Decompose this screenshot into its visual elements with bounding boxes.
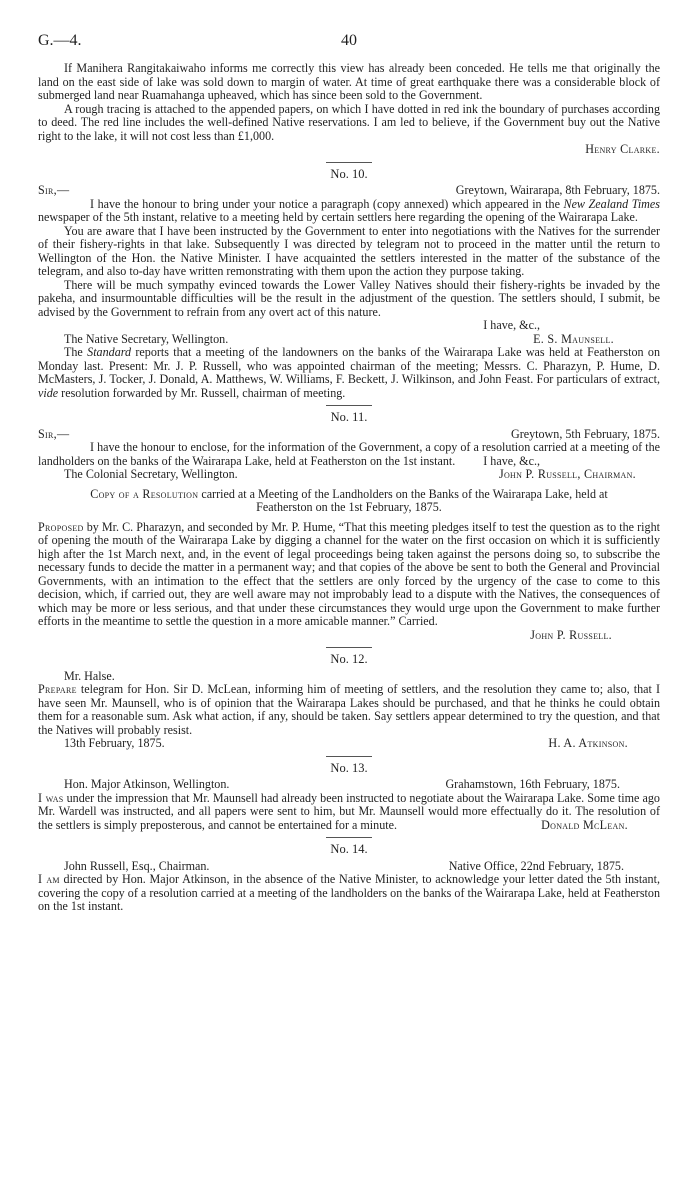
page-number: 40 [341, 32, 357, 49]
letter-11-heading [38, 428, 660, 442]
document-page [38, 34, 660, 914]
letter-10-heading [38, 184, 660, 198]
section-number-13: No. 13. [330, 760, 368, 775]
section-divider [326, 756, 372, 757]
letter-14-text [38, 873, 660, 914]
section-divider [326, 647, 372, 648]
page-header [38, 34, 660, 62]
salutation: Sir,— [38, 183, 70, 197]
intro-paragraph-2: A rough tracing is attached to the appended papers, on which I have dotted in red ink the boundary of purchases according to deed. The red line includes the well-defined Native reservations. I am led to believe, if the Government buy out the Native right to the lake, it will not cost less than £1,000. [38, 101, 660, 143]
section-number-12: No. 12. [330, 652, 368, 666]
salutation: Sir,— [38, 426, 70, 441]
letter-10-paragraph-3: There will be much sympathy evinced towards the Lower Valley Natives should their fishery-rights be invaded by the pakeha, and insurmountable difficulties will be the result in the adjustment of the question. The settlers should, I submit, be advised by the Government to refrain from any overt act of this nature. [38, 277, 660, 319]
letter-14-heading [38, 860, 660, 874]
section-divider [326, 162, 372, 163]
letter-10-closing: I have, &c., [483, 318, 540, 332]
letter-11-paragraph-1: I have the honour to enclose, for the information of the Government, a copy of a resolution carried at a meeting of the landholders on the banks of the Wairarapa Lake, held at Featherston on the 1st instant. [38, 440, 660, 468]
resolution-signature: John P. Russell. [530, 627, 612, 642]
place-date: Greytown, 5th February, 1875. [510, 426, 660, 441]
newspaper-extract [38, 346, 660, 400]
place-date: Grahamstown, 16th February, 1875. [445, 777, 620, 791]
signature: H. A. Atkinson. [548, 736, 628, 750]
resolution-title [38, 488, 660, 515]
letter-10-paragraph-1 [38, 198, 660, 225]
section-number-10: No. 10. [330, 166, 368, 181]
intro-signature: Henry Clarke. [585, 142, 660, 156]
addressee: The Colonial Secretary, Wellington. [64, 467, 238, 481]
telegram-13-heading [38, 778, 660, 792]
text-run: Copy of a Resolution [90, 486, 199, 501]
intro-paragraph-1: If Manihera Rangitakaiwaho informs me correctly this view has already been conceded. He tells me that originally the land on the east side of lake was sold down to margin of water. At time of great earthquake there was a considerable block of submerged land near Ruamahanga upheaved, which has since been sold to the Government. [38, 61, 660, 102]
letter-11-closing: I have, &c., [483, 453, 540, 468]
text-run: telegram for Hon. Sir D. McLean, informing him of meeting of settlers, and the resolution they came to; also, that I have seen Mr. Maunsell, who is of opinion that the Wairarapa Lakes should be purchased, and that he thinks he could obtain them for a reasonable sum. Ask what action, if any, should be taken. Say settlers appear determined to try the question, and that the Natives will probably resist. [38, 682, 660, 737]
memo-12-signoff [38, 737, 660, 751]
letter-10-signoff [38, 333, 660, 347]
memo-12-addressee: Mr. Halse. [64, 668, 115, 683]
signature: John P. Russell, Chairman. [498, 467, 636, 481]
place-date: Greytown, Wairarapa, 8th February, 1875. [455, 183, 660, 197]
text-run: reports that a meeting of the landowners on the banks of the Wairarapa Lake was held at Featherston on Monday last. Present: Mr. J. P. Russell, who was appointed chairman of the meeting; Messrs. C. Pharazyn, P. Hume, D. McMasters, J. Tocker, J. Donald, A. Matthews, W. Williams, F. Beckett, J. Wilkinson, and John Feast. For particulars of extract, [38, 345, 660, 386]
letter-10-paragraph-2: You are aware that I have been instructed by the Government to enter into negotiations with the Natives for the surrender of their fishery-rights in that lake. Subsequently I was directed by telegram not to proceed in the matter until the return to Wellington of the Hon. the Native Minister. I have acquainted the settlers interested in the matter of the substance of the telegram, and also to-day have written remonstrating with them upon the action they purpose taking. [38, 223, 660, 278]
text-run: The [64, 345, 88, 359]
addressee: John Russell, Esq., Chairman. [64, 858, 210, 873]
text-run: I have the honour to bring under your notice a paragraph (copy annexed) which appeared in the [90, 196, 564, 211]
series-label: G.—4. [38, 32, 82, 49]
addressee: Hon. Major Atkinson, Wellington. [64, 777, 230, 791]
text-run: newspaper of the 5th instant, relative to a meeting held by certain settlers here regarding the opening of the Wairarapa Lake. [38, 210, 638, 224]
text-run: resolution forwarded by Mr. Russell, chairman of meeting. [58, 385, 346, 400]
text-run: carried at a Meeting of the Landholders on the Banks of the Wairarapa Lake, held at Featherston on the 1st February, 1875. [198, 486, 608, 514]
resolution-text [38, 521, 660, 629]
place-date: Native Office, 22nd February, 1875. [448, 858, 624, 873]
addressee: The Native Secretary, Wellington. [64, 331, 229, 346]
vide-word: vide [38, 385, 59, 400]
section-divider [326, 405, 372, 406]
text-run: Proposed [38, 519, 84, 534]
letter-11-signoff [38, 468, 660, 482]
section-divider [326, 837, 372, 838]
telegram-13-signature: Donald McLean. [541, 817, 628, 832]
text-run: by Mr. C. Pharazyn, and seconded by Mr. P. Hume, “That this meeting pledges itself to test the question as to the right of opening the mouth of the Wairarapa Lake by digging a channel for the water on the first occasion on which it is sufficiently high after the 1st March next, and, in the event of legal proceedings being taken against the persons doing so, to subscribe the necessary funds to decide the matter in a permanent way; and that copies of the above be sent to both the General and Provincial Governments, with an intimation to the effect that the settlers are only forced by the urgency of the case to come to this decision, which, if carried out, they are well aware may not improbably lead to a dispute with the Natives, the consequences of which may be more or less serious, and that under these circumstances they would urge upon the Government to make further efforts in the meantime to settle the question in a more amicable manner.” Carried. [38, 519, 660, 628]
signature: E. S. Maunsell. [533, 331, 614, 346]
section-number-14: No. 14. [330, 842, 368, 856]
text-run: I am [38, 872, 60, 886]
text-run: Prepare [38, 682, 77, 696]
text-run: under the impression that Mr. Maunsell had already been instructed to negotiate about the Wairarapa Lake. Some time ago Mr. Wardell was instructed, and all papers were sent to him, but Mr. Maunsell would more effectually do it. The resolution of the settlers is simply preposterous, and cannot be entertained for a minute. [38, 790, 660, 832]
newspaper-title: Standard [87, 345, 132, 359]
newspaper-title: New Zealand Times [563, 196, 660, 211]
memo-12-text [38, 683, 660, 737]
section-number-11: No. 11. [330, 410, 368, 424]
date: 13th February, 1875. [64, 736, 165, 750]
text-run: I was [38, 790, 64, 805]
text-run: directed by Hon. Major Atkinson, in the absence of the Native Minister, to acknowledge your letter dated the 5th instant, covering the copy of a resolution carried at a meeting of the landholders on the banks of the Wairarapa Lake, held at Featherston on the 1st instant. [38, 872, 660, 913]
